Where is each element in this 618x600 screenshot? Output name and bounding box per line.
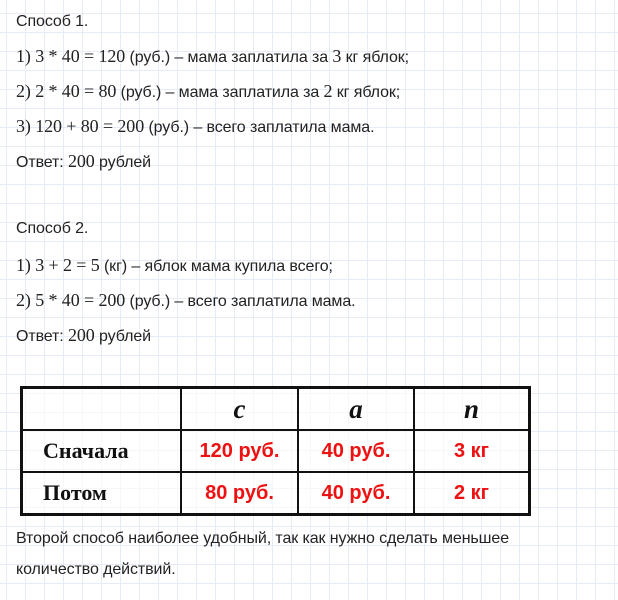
- conclusion-line-2: количество действий.: [16, 561, 176, 578]
- method2-step-1: [16, 255, 333, 277]
- price-table: [20, 386, 531, 516]
- answer-value: 200: [67, 325, 95, 345]
- step-description: (руб.) – всего заплатила мама.: [144, 119, 375, 136]
- step-quantity: 3: [332, 46, 342, 66]
- method2-step-2: [16, 290, 355, 312]
- answer-label: Ответ:: [16, 328, 68, 345]
- method2-title: [16, 219, 88, 239]
- method1-step-3: [16, 116, 374, 138]
- cell-quantity: 3 кг: [414, 430, 530, 472]
- row-label-then: Потом: [22, 472, 182, 515]
- table-row: [22, 430, 530, 472]
- step-quantity: 2: [323, 81, 333, 101]
- answer-unit: рублей: [94, 154, 151, 171]
- answer-value: 200: [67, 151, 95, 171]
- method1-step-1: [16, 46, 409, 68]
- conclusion-line-1: Второй способ наиболее удобный, так как нужно сделать меньшее: [16, 530, 509, 547]
- answer-label: Ответ:: [16, 154, 68, 171]
- method2-title-text: Способ 2.: [16, 220, 89, 237]
- table-header-quantity: n: [414, 388, 530, 431]
- cell-cost: 80 руб.: [181, 472, 298, 515]
- method1-answer: [16, 151, 151, 173]
- table-header-row: [22, 388, 530, 431]
- table-header-cost: c: [181, 388, 298, 431]
- answer-unit: рублей: [94, 328, 151, 345]
- step-prefix: 1): [16, 255, 36, 275]
- step-prefix: 1): [16, 46, 36, 66]
- cell-price: 40 руб.: [298, 430, 414, 472]
- table-row: [22, 472, 530, 515]
- step-expression: 3 * 40 = 120: [35, 46, 126, 66]
- cell-cost: 120 руб.: [181, 430, 298, 472]
- step-tail: кг яблок;: [332, 84, 401, 101]
- step-expression: 120 + 80 = 200: [35, 116, 145, 136]
- step-description: (руб.) – всего заплатила мама.: [125, 293, 356, 310]
- step-prefix: 2): [16, 81, 36, 101]
- step-prefix: 3): [16, 116, 36, 136]
- method1-step-2: [16, 81, 400, 103]
- step-expression: 2 * 40 = 80: [35, 81, 117, 101]
- table-header-empty: [22, 388, 182, 431]
- step-description: (кг) – яблок мама купила всего;: [99, 258, 333, 275]
- step-prefix: 2): [16, 290, 36, 310]
- table-header-price: a: [298, 388, 414, 431]
- step-tail: кг яблок;: [341, 49, 410, 66]
- step-expression: 5 * 40 = 200: [35, 290, 126, 310]
- cell-quantity: 2 кг: [414, 472, 530, 515]
- cell-price: 40 руб.: [298, 472, 414, 515]
- method1-title-text: Способ 1.: [16, 13, 89, 30]
- step-description: (руб.) – мама заплатила за: [125, 49, 333, 66]
- method1-title: [16, 12, 88, 32]
- step-expression: 3 + 2 = 5: [35, 255, 100, 275]
- method2-answer: [16, 325, 151, 347]
- step-description: (руб.) – мама заплатила за: [116, 84, 324, 101]
- row-label-first: Сначала: [22, 430, 182, 472]
